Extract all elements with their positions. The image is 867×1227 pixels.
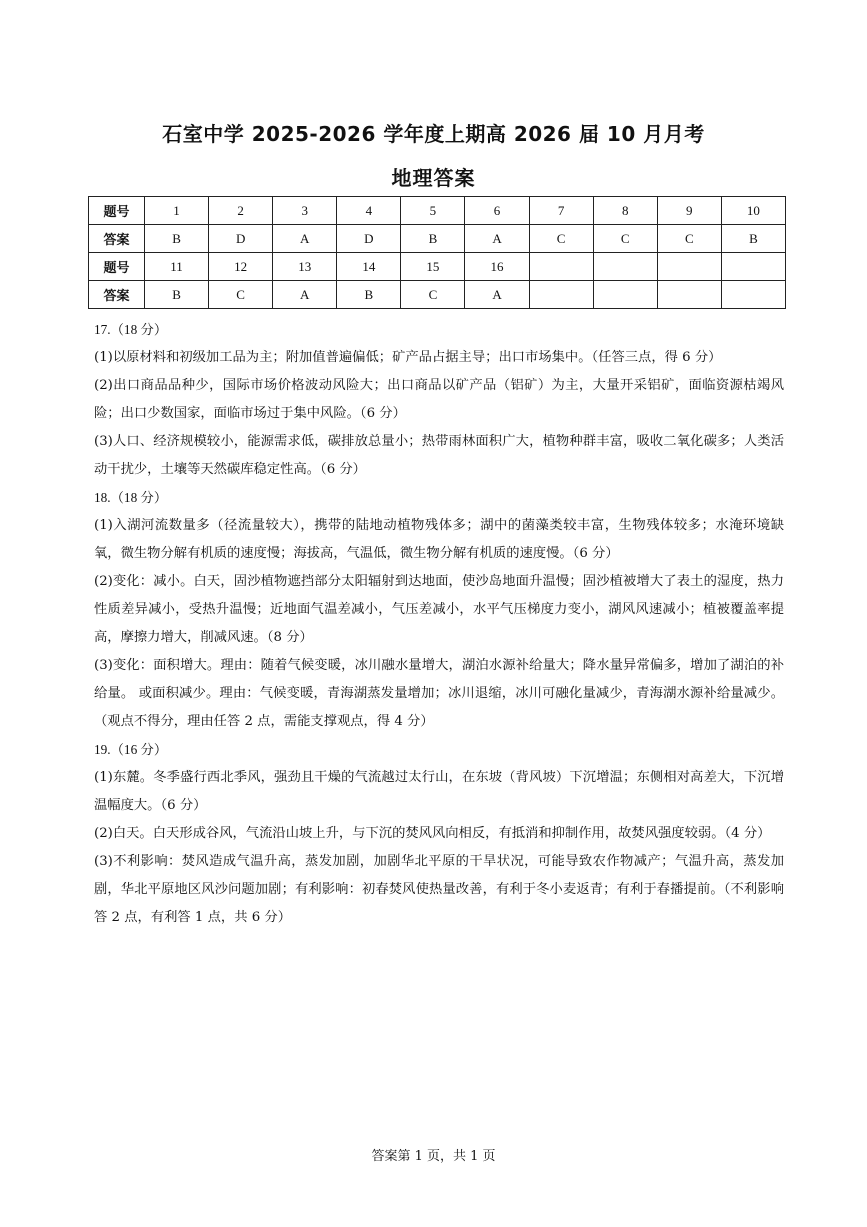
answer-table [88, 196, 786, 309]
q18-heading: 18.（18 分） [94, 490, 168, 505]
answer-cell: B [145, 225, 209, 253]
q17-part1: (1)以原材料和初级加工品为主；附加值普遍偏低；矿产品占据主导；出口市场集中。（任答三点，得 6 分） [94, 350, 722, 365]
answer-row [89, 281, 786, 309]
q19-part2: (2)白天。白天形成谷风，气流沿山坡上升，与下沉的焚风风向相反，有抵消和抑制作用，故焚风强度较弱。（4 分） [94, 826, 771, 841]
answer-row [89, 225, 786, 253]
question-number-cell [529, 253, 593, 281]
answer-cell: C [529, 225, 593, 253]
question-number-cell: 13 [273, 253, 337, 281]
question-number-cell: 16 [465, 253, 529, 281]
question-number-cell: 6 [465, 197, 529, 225]
answer-cell: A [273, 281, 337, 309]
question-number-cell: 11 [145, 253, 209, 281]
q17-heading: 17.（18 分） [94, 322, 168, 337]
q19-heading: 19.（16 分） [94, 742, 168, 757]
question-number-cell: 2 [209, 197, 273, 225]
answer-cell: D [337, 225, 401, 253]
question-number-cell: 4 [337, 197, 401, 225]
document-title: 石室中学 2025-2026 学年度上期高 2026 届 10 月月考 [162, 122, 705, 146]
answer-cell: C [401, 281, 465, 309]
answer-cell: C [209, 281, 273, 309]
answer-row-label: 答案 [89, 281, 145, 309]
question-number-row [89, 253, 786, 281]
answer-cell: B [145, 281, 209, 309]
question-number-row-label: 题号 [89, 197, 145, 225]
answer-cell: A [465, 225, 529, 253]
answer-cell [721, 281, 785, 309]
answer-cell: B [337, 281, 401, 309]
question-number-cell: 9 [657, 197, 721, 225]
question-number-cell: 3 [273, 197, 337, 225]
question-number-cell [657, 253, 721, 281]
question-number-cell: 10 [721, 197, 785, 225]
question-number-cell: 7 [529, 197, 593, 225]
answer-cell: A [465, 281, 529, 309]
answer-row-label: 答案 [89, 225, 145, 253]
question-number-row-label: 题号 [89, 253, 145, 281]
answer-cell: C [657, 225, 721, 253]
q17-part2: (2)出口商品品种少，国际市场价格波动风险大；出口商品以矿产品（铝矿）为主，大量开采铝矿，面临资源枯竭风险；出口少数国家，面临市场过于集中风险。（6 分） [94, 378, 784, 421]
q19-part3: (3)不利影响：焚风造成气温升高，蒸发加剧，加剧华北平原的干旱状况，可能导致农作物减产；气温升高，蒸发加剧，华北平原地区风沙问题加剧；有利影响：初春焚风使热量改善，有利于冬小麦返青；有利于春播提前。（不利影响答 2 点，有利答 1 点，共 6 分） [94, 854, 784, 925]
q18-part3: (3)变化：面积增大。理由：随着气候变暖，冰川融水量增大，湖泊水源补给量大；降水量异常偏多，增加了湖泊的补给量。 或面积减少。理由：气候变暖，青海湖蒸发量增加；冰川退缩，冰川可融化量减少，青海湖水源补给量减少。（观点不得分，理由任答 2 点，需能支撑观点，得 4 分） [94, 658, 784, 729]
question-number-cell [593, 253, 657, 281]
question-number-row [89, 197, 786, 225]
question-number-cell: 15 [401, 253, 465, 281]
question-number-cell: 5 [401, 197, 465, 225]
document-subtitle: 地理答案 [391, 166, 476, 190]
q17-part3: (3)人口、经济规模较小，能源需求低，碳排放总量小；热带雨林面积广大，植物种群丰富，吸收二氧化碳多；人类活动干扰少，土壤等天然碳库稳定性高。（6 分） [94, 434, 784, 477]
answer-cell: B [721, 225, 785, 253]
q18-part2: (2)变化：减小。白天，固沙植物遮挡部分太阳辐射到达地面，使沙岛地面升温慢；固沙植被增大了表土的湿度，热力性质差异减小，受热升温慢；近地面气温差减小，气压差减小，水平气压梯度力变小，湖风风速减小；植被覆盖率提高，摩擦力增大，削减风速。（8 分） [94, 574, 784, 645]
question-number-cell: 1 [145, 197, 209, 225]
answer-cell [657, 281, 721, 309]
answer-cell: B [401, 225, 465, 253]
q18-part1: (1)入湖河流数量多（径流量较大），携带的陆地动植物残体多；湖中的菌藻类较丰富，生物残体较多；水淹环境缺氧，微生物分解有机质的速度慢；海拔高，气温低，微生物分解有机质的速度慢。（6 分） [94, 518, 784, 561]
answer-cell: A [273, 225, 337, 253]
page-footer: 答案第 1 页，共 1 页 [371, 1149, 496, 1164]
q19-part1: (1)东麓。冬季盛行西北季风，强劲且干燥的气流越过太行山，在东坡（背风坡）下沉增温；东侧相对高差大，下沉增温幅度大。（6 分） [94, 770, 784, 813]
answer-cell [529, 281, 593, 309]
question-number-cell [721, 253, 785, 281]
answer-cell [593, 281, 657, 309]
question-number-cell: 12 [209, 253, 273, 281]
answer-cell: C [593, 225, 657, 253]
question-number-cell: 14 [337, 253, 401, 281]
question-number-cell: 8 [593, 197, 657, 225]
answer-content [94, 316, 784, 932]
answer-cell: D [209, 225, 273, 253]
